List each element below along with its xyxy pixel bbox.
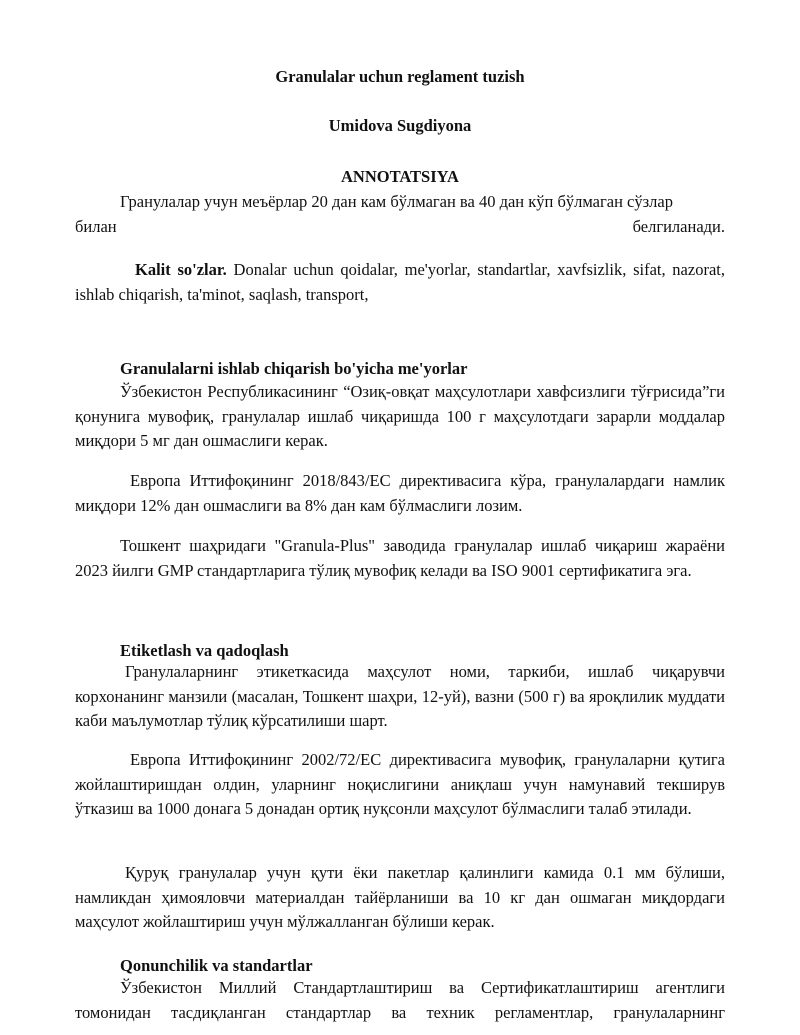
annotation-line-2	[75, 215, 725, 240]
keywords-paragraph	[75, 258, 725, 307]
annotation-heading: ANNOTATSIYA	[341, 167, 459, 186]
section-3-paragraph-1: Ўзбекистон Миллий Стандартлаштириш ва Сертификатлаштириш агентлиги томонидан тасдиқланган стандартлар ва техник регламентлар, гранулаларнинг	[75, 978, 725, 1022]
annotation-line-2-right: белгиланади.	[632, 216, 725, 236]
annotation-paragraph	[75, 190, 725, 239]
section-2-paragraph-3: Қуруқ гранулалар учун қути ёки пакетлар қалинлиги камида 0.1 мм бўлиши, намликдан ҳимояловчи материалдан тайёрланиши ва 10 кг дан ошмаган миқдордаги маҳсулот жойлаштириш учун мўлжалланган бўлиши керак.	[75, 863, 725, 931]
section-1-heading: Granulalarni ishlab chiqarish bo'yicha me'yorlar	[120, 359, 468, 378]
author-name: Umidova Sugdiyona	[328, 116, 472, 135]
section-2-paragraph-2: Европа Иттифоқининг 2002/72/ЕС директивасига мувофиқ, гранулаларни қутига жойлаштиришдан олдин, уларнинг ноқислигини аниқлаш учун намунавий текширув ўтказиш ва 1000 донага 5 донадан ортиқ нуқсонли маҳсулот бўлмаслиги талаб этилади.	[75, 750, 725, 818]
document-title: Granulalar uchun reglament tuzish	[275, 67, 525, 86]
section-1-paragraph-3: Тошкент шаҳридаги "Granula-Plus" заводида гранулалар ишлаб чиқариш жараёни 2023 йилги GMP стандартларига тўлиқ мувофиқ келади ва ISO 9001 сертификатига эга.	[75, 536, 725, 580]
section-1-paragraph-2: Европа Иттифоқининг 2018/843/ЕС директивасига кўра, гранулалардаги намлик миқдори 12% дан ошмаслиги ва 8% дан кам бўлмаслиги лозим.	[75, 471, 725, 515]
keywords-label: Kalit so'zlar.	[135, 260, 227, 279]
keywords-text: Donalar uchun qoidalar, me'yorlar, standartlar, xavfsizlik, sifat, nazorat, ishlab chiqarish, ta'minot, saqlash, transport,	[75, 260, 725, 304]
annotation-line-2-left: билан	[75, 216, 117, 236]
section-2-heading: Etiketlash va qadoqlash	[120, 641, 289, 660]
section-1-paragraph-1: Ўзбекистон Республикасининг “Озиқ-овқат маҳсулотлари хавфсизлиги тўғрисида”ги қонунига мувофиқ, гранулалар ишлаб чиқаришда 100 г маҳсулотдаги зарарли моддалар миқдори 5 мг дан ошмаслиги керак.	[75, 382, 725, 450]
section-2-paragraph-1: Гранулаларнинг этикеткасида маҳсулот номи, таркиби, ишлаб чиқарувчи корхонанинг манзили (масалан, Тошкент шаҳри, 12-уй), вазни (500 г) ва яроқлилик муддати каби маълумотлар тўлиқ кўрсатилиши шарт.	[75, 662, 725, 730]
section-3-heading: Qonunchilik va standartlar	[120, 956, 313, 975]
annotation-line-1: Гранулалар учун меъёрлар 20 дан кам бўлмаган ва 40 дан кўп бўлмаган сўзлар	[120, 192, 673, 211]
